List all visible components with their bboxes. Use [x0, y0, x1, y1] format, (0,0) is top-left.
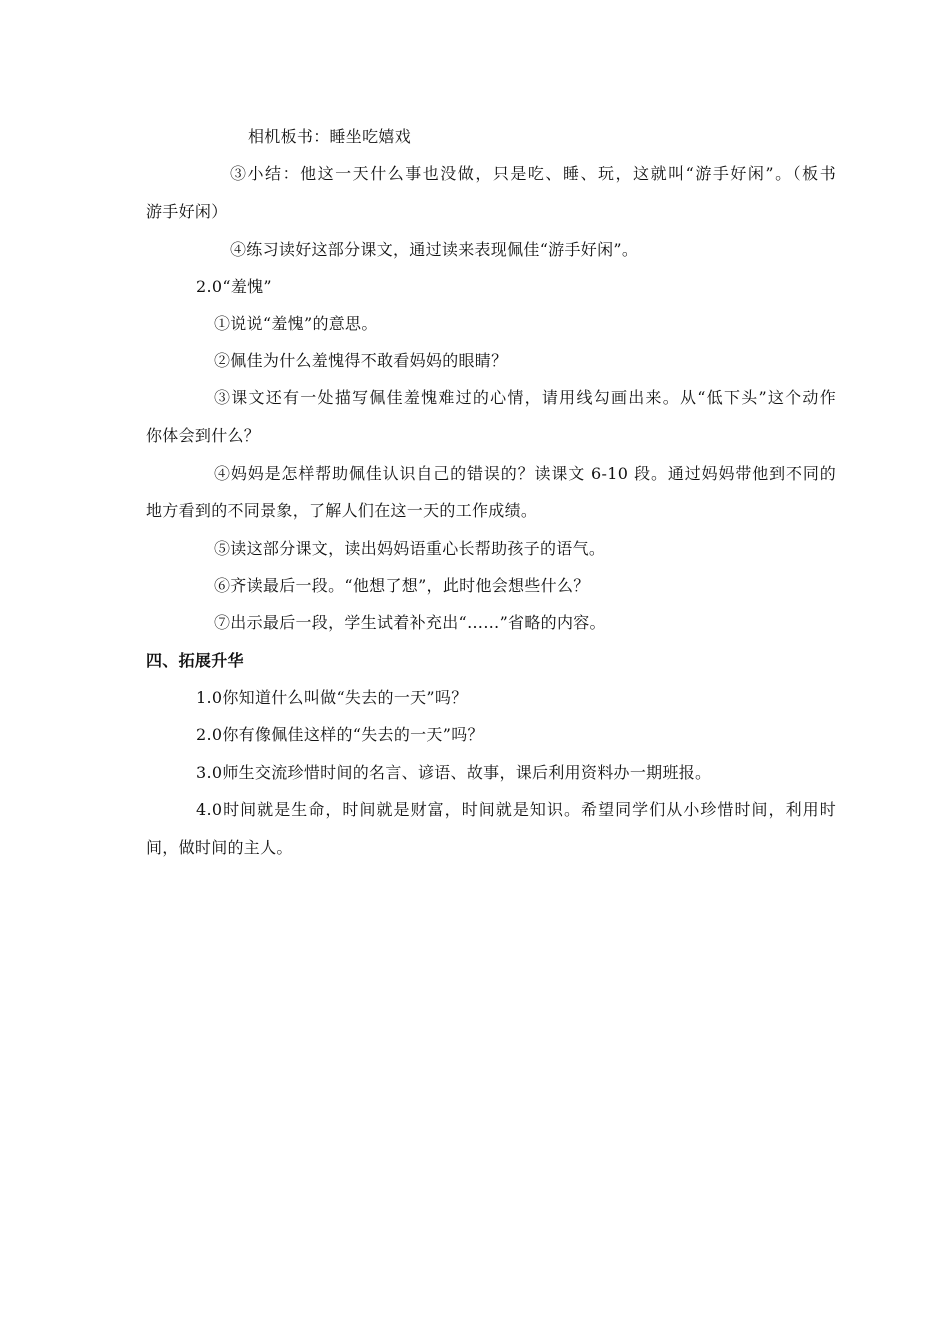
text-line: ⑥齐读最后一段。“他想了想”，此时他会想些什么？	[214, 576, 590, 595]
text-line: 间，做时间的主人。	[146, 838, 293, 857]
text-line: 1.0你知道什么叫做“失去的一天”吗？	[196, 688, 468, 707]
text-line: 地方看到的不同景象，了解人们在这一天的工作成绩。	[146, 501, 538, 520]
text-line: ⑤读这部分课文，读出妈妈语重心长帮助孩子的语气。	[214, 539, 606, 558]
text-line: ①说说“羞愧”的意思。	[214, 314, 378, 333]
text-line: ③课文还有一处描写佩佳羞愧难过的心情，请用线勾画出来。从“低下头”这个动作	[214, 388, 836, 407]
text-line: 游手好闲）	[146, 202, 228, 221]
text-line: ②佩佳为什么羞愧得不敢看妈妈的眼睛？	[214, 351, 508, 370]
text-line: 2.0你有像佩佳这样的“失去的一天”吗？	[196, 725, 484, 744]
text-line: 3.0师生交流珍惜时间的名言、谚语、故事，课后利用资料办一期班报。	[196, 763, 712, 782]
text-line: ③小结：他这一天什么事也没做，只是吃、睡、玩，这就叫“游手好闲”。（板书	[230, 164, 836, 183]
text-line: ⑦出示最后一段，学生试着补充出“……”省略的内容。	[214, 613, 606, 632]
text-line: 你体会到什么？	[146, 426, 261, 445]
text-line: 2.0“羞愧”	[196, 277, 272, 296]
section-heading: 四、拓展升华	[146, 651, 244, 670]
text-line: 相机板书：睡坐吃嬉戏	[248, 127, 412, 146]
text-line: ④妈妈是怎样帮助佩佳认识自己的错误的？读课文 6-10 段。通过妈妈带他到不同的	[214, 464, 836, 483]
text-line: 4.0时间就是生命，时间就是财富，时间就是知识。希望同学们从小珍惜时间，利用时	[196, 800, 836, 819]
text-line: ④练习读好这部分课文，通过读来表现佩佳“游手好闲”。	[230, 240, 639, 259]
